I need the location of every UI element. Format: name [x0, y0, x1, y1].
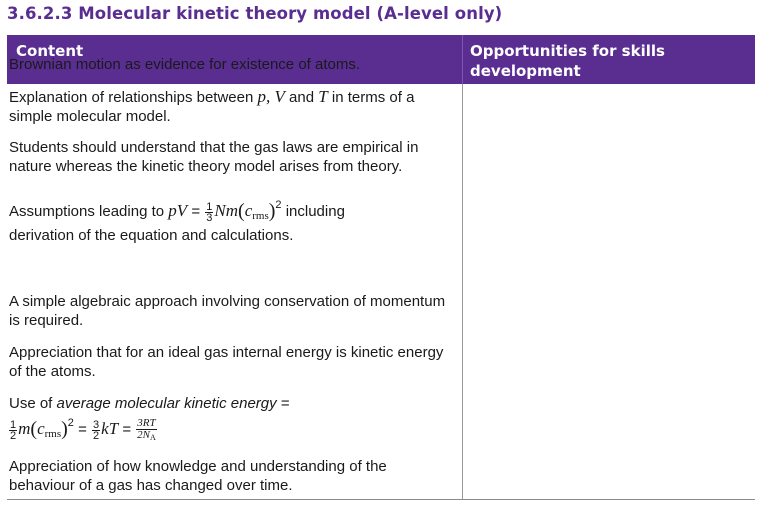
eq-sign: =: [118, 421, 136, 438]
paren-close: ): [268, 200, 276, 222]
numerator: 3RT: [137, 416, 156, 429]
paragraph-assumptions: [9, 196, 449, 245]
text: including: [281, 203, 345, 220]
eq-kt: kT: [101, 419, 119, 438]
text: =: [276, 395, 290, 412]
header-divider: [462, 35, 463, 84]
text: and: [284, 89, 319, 106]
fraction-3rt-2na: [136, 418, 156, 443]
paragraph-kinetic-energy: [9, 394, 449, 444]
eq-squared: 2: [67, 417, 74, 429]
paragraph-gas-laws: Students should understand that the gas laws are empirical in nature whereas the kinetic theory model arises from theory.: [9, 139, 419, 175]
paragraph-algebraic: A simple algebraic approach involving conservation of momentum is required.: [9, 293, 446, 329]
paren-open: (: [238, 200, 245, 222]
eq-squared: 2: [275, 199, 282, 211]
paren-open: (: [30, 418, 38, 440]
numerator: 3: [93, 418, 100, 431]
eq-pv: pV: [168, 201, 188, 220]
denominator: 2: [10, 429, 17, 442]
paragraph-brownian: Brownian motion as evidence for existence of atoms.: [9, 56, 361, 73]
denominator-text: 2N: [137, 428, 150, 441]
eq-m: m: [18, 419, 31, 438]
paragraph-internal-energy: Appreciation that for an ideal gas internal energy is kinetic energy of the atoms.: [9, 344, 444, 380]
text-italic: average molecular kinetic energy: [56, 395, 277, 412]
numerator: 1: [10, 418, 17, 431]
paren-close: ): [61, 418, 68, 440]
text: in terms of a simple molecular model.: [9, 89, 415, 125]
eq-c: c: [244, 201, 253, 220]
eq-nm: Nm: [214, 201, 239, 220]
subscript-a: A: [149, 432, 156, 442]
eq-sign: =: [187, 203, 205, 220]
text: Assumptions leading to: [9, 203, 169, 220]
text: ,: [266, 87, 275, 106]
fraction-one-half: [9, 420, 17, 441]
fraction-three-halves: [92, 420, 100, 441]
eq-c: c: [37, 419, 45, 438]
section-title: 3.6.2.3 Molecular kinetic theory model (A-level only): [7, 4, 503, 23]
symbol-t: T: [318, 87, 328, 106]
symbol-p: p: [257, 87, 266, 106]
numerator: 1: [206, 200, 213, 213]
text: Explanation of relationships between: [9, 89, 258, 106]
text: Use of: [9, 395, 57, 412]
fraction-one-third: [205, 202, 213, 223]
text: derivation of the equation and calculations.: [9, 227, 294, 244]
column-divider: [462, 84, 463, 499]
header-content: Content: [16, 42, 84, 60]
symbol-v: V: [274, 87, 285, 106]
header-skills: Opportunities for skills development: [470, 42, 665, 80]
eq-rms: rms: [252, 210, 269, 222]
eq-sign: =: [73, 421, 92, 438]
denominator: 2: [93, 429, 100, 442]
eq-rms: rms: [44, 428, 62, 440]
denominator: [137, 429, 156, 441]
denominator: 3: [206, 211, 213, 224]
paragraph-history: Appreciation of how knowledge and understanding of the behaviour of a gas has changed over time.: [9, 458, 387, 494]
paragraph-relationships: [9, 87, 449, 126]
